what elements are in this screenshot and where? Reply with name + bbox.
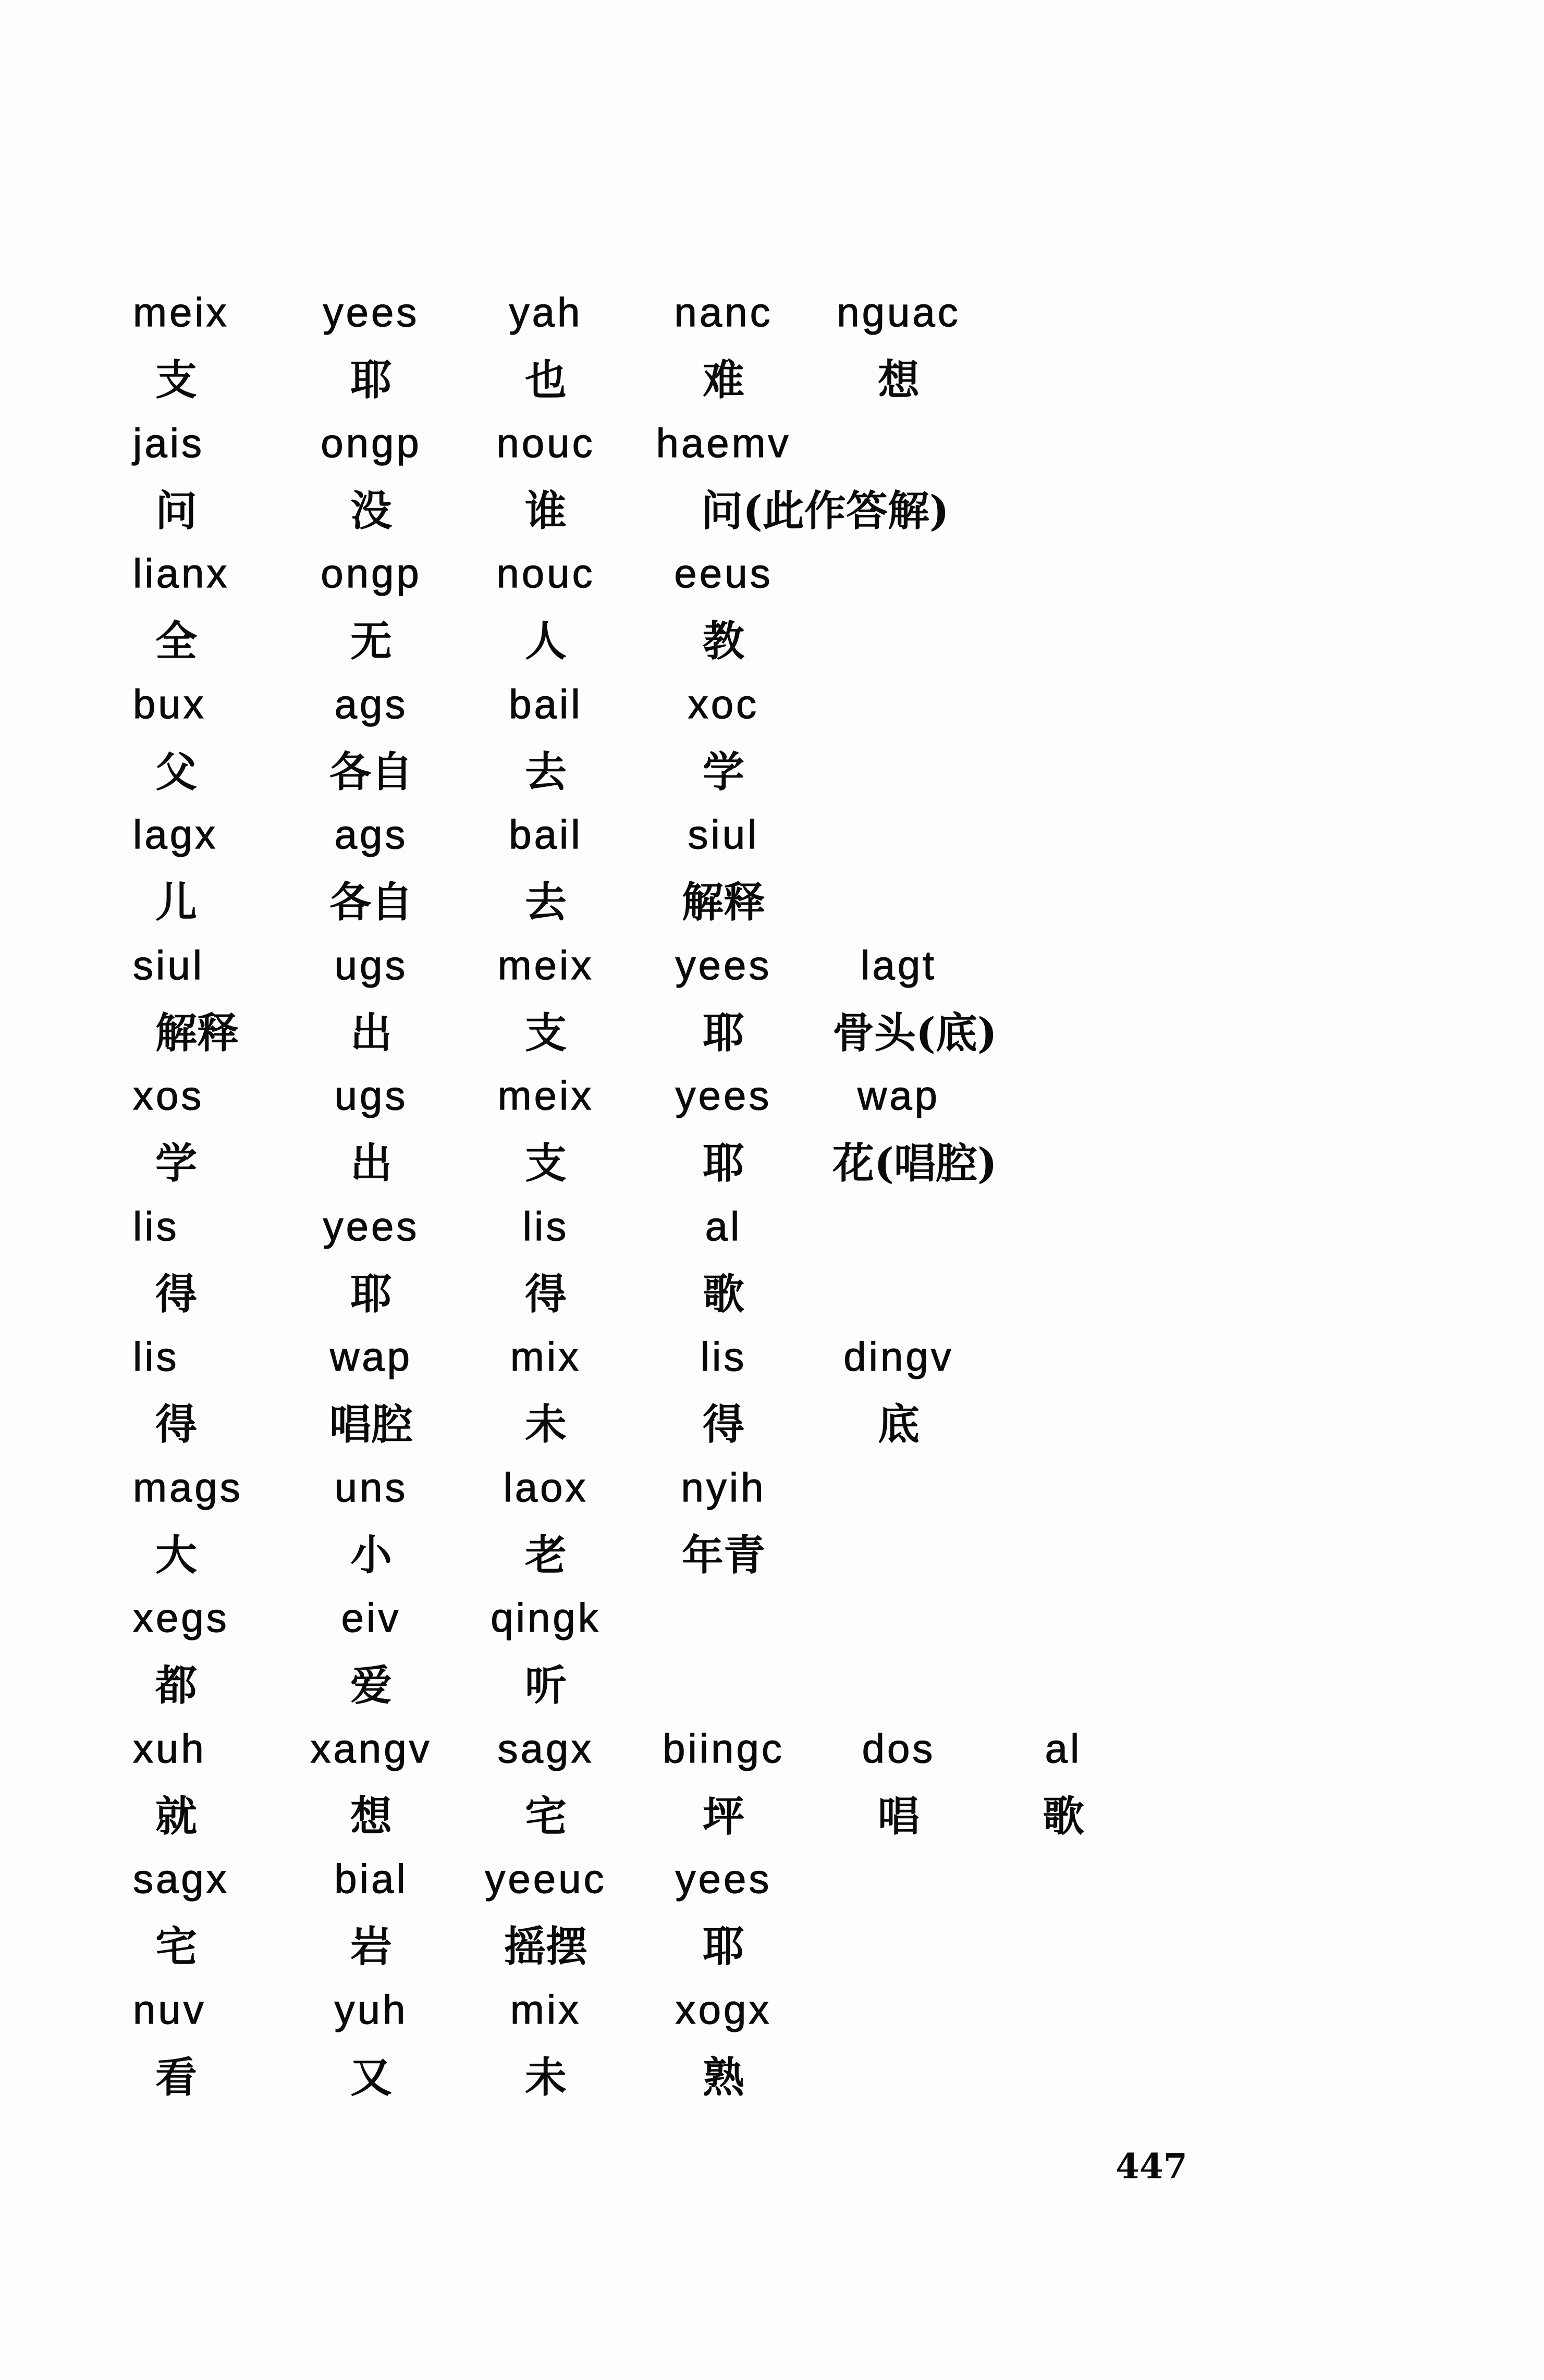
chinese-gloss: 得: [703, 1400, 744, 1449]
kam-word: mix: [510, 1987, 582, 2032]
gloss-line: [0, 2051, 1544, 2103]
kam-word: jais: [133, 420, 205, 466]
chinese-gloss: 耶: [703, 1922, 744, 1971]
kam-line: [0, 1853, 1544, 1905]
kam-word: ongp: [321, 550, 422, 596]
kam-word: xegs: [133, 1595, 229, 1641]
chinese-gloss: 解释: [682, 878, 765, 927]
chinese-gloss: 爱: [350, 1661, 392, 1710]
kam-line: [0, 1983, 1544, 2036]
chinese-gloss: 岩: [350, 1922, 392, 1971]
chinese-gloss: 得: [155, 1269, 197, 1318]
kam-word: yah: [509, 289, 583, 335]
kam-word: nyih: [681, 1464, 766, 1510]
kam-word: nguac: [837, 289, 961, 335]
chinese-gloss: 耶: [703, 1008, 744, 1057]
chinese-gloss: 底: [878, 1400, 920, 1449]
kam-word: sagx: [133, 1856, 229, 1902]
kam-word: al: [1045, 1725, 1082, 1771]
chinese-gloss: 也: [525, 355, 567, 404]
kam-word: yeeuc: [485, 1856, 607, 1902]
chinese-gloss: 看: [155, 2053, 197, 2102]
kam-word: laox: [503, 1464, 589, 1510]
chinese-gloss: 支: [525, 1008, 567, 1057]
gloss-line: [0, 746, 1544, 798]
chinese-gloss: 去: [525, 878, 567, 927]
kam-line: [0, 1200, 1544, 1252]
chinese-gloss: 歌: [703, 1269, 744, 1318]
kam-line: [0, 678, 1544, 730]
chinese-gloss: 各自: [329, 878, 413, 927]
kam-word: nuv: [133, 1987, 206, 2032]
kam-word: xuh: [133, 1725, 206, 1771]
chinese-gloss: 支: [525, 1139, 567, 1188]
chinese-gloss: 唱腔: [329, 1400, 413, 1449]
chinese-gloss: 熟: [703, 2053, 744, 2102]
kam-word: siul: [688, 811, 759, 857]
kam-word: nouc: [496, 420, 595, 466]
kam-line: [0, 1330, 1544, 1383]
chinese-gloss: 想: [350, 1792, 392, 1841]
kam-word: bux: [133, 681, 206, 727]
kam-line: [0, 808, 1544, 860]
chinese-gloss: 小: [350, 1531, 392, 1580]
page-number: 447: [1116, 2146, 1187, 2187]
kam-line: [0, 1461, 1544, 1513]
chinese-gloss: 问(此作答解): [701, 486, 949, 535]
chinese-gloss: 大: [155, 1531, 197, 1580]
chinese-gloss: 耶: [350, 1269, 392, 1318]
kam-word: wap: [857, 1072, 940, 1118]
kam-word: bail: [509, 681, 583, 727]
kam-word: nouc: [496, 550, 595, 596]
kam-word: haemv: [656, 420, 791, 466]
chinese-gloss: 去: [525, 747, 567, 796]
kam-word: mags: [133, 1464, 243, 1510]
kam-word: qingk: [491, 1595, 601, 1641]
gloss-line: [0, 876, 1544, 928]
chinese-gloss: 学: [703, 747, 744, 796]
kam-word: biingc: [663, 1725, 785, 1771]
chinese-gloss: 解释: [155, 1008, 239, 1057]
kam-line: [0, 547, 1544, 599]
kam-word: lianx: [133, 550, 230, 596]
chinese-gloss: 耶: [350, 355, 392, 404]
chinese-gloss: 支: [155, 355, 197, 404]
kam-word: lis: [522, 1203, 569, 1249]
kam-word: xangv: [310, 1725, 432, 1771]
kam-line: [0, 417, 1544, 469]
chinese-gloss: 无: [350, 616, 392, 665]
kam-word: ongp: [321, 420, 422, 466]
kam-word: lis: [700, 1334, 747, 1379]
kam-word: sagx: [497, 1725, 594, 1771]
kam-line: [0, 1592, 1544, 1644]
chinese-gloss: 教: [703, 616, 744, 665]
chinese-gloss: 人: [525, 616, 567, 665]
gloss-line: [0, 354, 1544, 406]
kam-word: yees: [675, 1072, 772, 1118]
chinese-gloss: 老: [525, 1531, 567, 1580]
kam-word: bail: [509, 811, 583, 857]
kam-word: eiv: [341, 1595, 401, 1641]
chinese-gloss: 没: [350, 486, 392, 535]
kam-word: dingv: [843, 1334, 954, 1379]
kam-word: xogx: [675, 1987, 772, 2032]
kam-line: [0, 1722, 1544, 1774]
chinese-gloss: 得: [525, 1269, 567, 1318]
chinese-gloss: 儿: [155, 878, 197, 927]
gloss-line: [0, 1137, 1544, 1189]
chinese-gloss: 耶: [703, 1139, 744, 1188]
chinese-gloss: 都: [155, 1661, 197, 1710]
chinese-gloss: 坪: [703, 1792, 744, 1841]
kam-word: lis: [133, 1334, 179, 1379]
kam-word: xos: [133, 1072, 204, 1118]
kam-word: lagx: [133, 811, 218, 857]
kam-word: mix: [510, 1334, 582, 1379]
chinese-gloss: 得: [155, 1400, 197, 1449]
gloss-line: [0, 485, 1544, 537]
chinese-gloss: 就: [155, 1792, 197, 1841]
kam-word: xoc: [688, 681, 759, 727]
gloss-line: [0, 1659, 1544, 1711]
kam-word: ags: [334, 811, 408, 857]
kam-word: eeus: [674, 550, 773, 596]
chinese-gloss: 骨头(底): [832, 1008, 997, 1057]
chinese-gloss: 父: [155, 747, 197, 796]
chinese-gloss: 歌: [1043, 1792, 1084, 1841]
kam-word: ags: [334, 681, 408, 727]
chinese-gloss: 谁: [525, 486, 567, 535]
chinese-gloss: 出: [350, 1008, 392, 1057]
gloss-line: [0, 1529, 1544, 1581]
kam-word: lagt: [861, 942, 937, 988]
gloss-line: [0, 1920, 1544, 1972]
kam-word: meix: [497, 942, 594, 988]
chinese-gloss: 年青: [682, 1531, 765, 1580]
kam-word: al: [705, 1203, 742, 1249]
kam-word: yees: [675, 1856, 772, 1902]
kam-word: yees: [323, 289, 420, 335]
kam-line: [0, 1069, 1544, 1121]
kam-word: siul: [133, 942, 205, 988]
kam-word: lis: [133, 1203, 179, 1249]
chinese-gloss: 未: [525, 1400, 567, 1449]
chinese-gloss: 全: [155, 616, 197, 665]
kam-word: ugs: [334, 1072, 408, 1118]
kam-line: [0, 939, 1544, 991]
kam-word: ugs: [334, 942, 408, 988]
chinese-gloss: 宅: [155, 1922, 197, 1971]
gloss-line: [0, 1398, 1544, 1450]
chinese-gloss: 宅: [525, 1792, 567, 1841]
kam-word: dos: [862, 1725, 936, 1771]
kam-word: bial: [334, 1856, 408, 1902]
kam-word: nanc: [674, 289, 773, 335]
chinese-gloss: 听: [525, 1661, 567, 1710]
chinese-gloss: 难: [703, 355, 744, 404]
kam-word: meix: [497, 1072, 594, 1118]
chinese-gloss: 想: [878, 355, 920, 404]
gloss-line: [0, 1790, 1544, 1842]
chinese-gloss: 花(唱腔): [832, 1139, 997, 1188]
chinese-gloss: 又: [350, 2053, 392, 2102]
chinese-gloss: 学: [155, 1139, 197, 1188]
chinese-gloss: 出: [350, 1139, 392, 1188]
gloss-line: [0, 1268, 1544, 1320]
kam-word: yees: [675, 942, 772, 988]
kam-word: uns: [334, 1464, 408, 1510]
gloss-line: [0, 615, 1544, 667]
chinese-gloss: 摇摆: [504, 1922, 587, 1971]
gloss-line: [0, 1007, 1544, 1059]
chinese-gloss: 各自: [329, 747, 413, 796]
kam-line: [0, 286, 1544, 338]
kam-word: yees: [323, 1203, 420, 1249]
kam-word: yuh: [334, 1987, 408, 2032]
chinese-gloss: 唱: [878, 1792, 920, 1841]
kam-word: wap: [329, 1334, 413, 1379]
chinese-gloss: 问: [155, 486, 197, 535]
chinese-gloss: 未: [525, 2053, 567, 2102]
kam-word: meix: [133, 289, 229, 335]
